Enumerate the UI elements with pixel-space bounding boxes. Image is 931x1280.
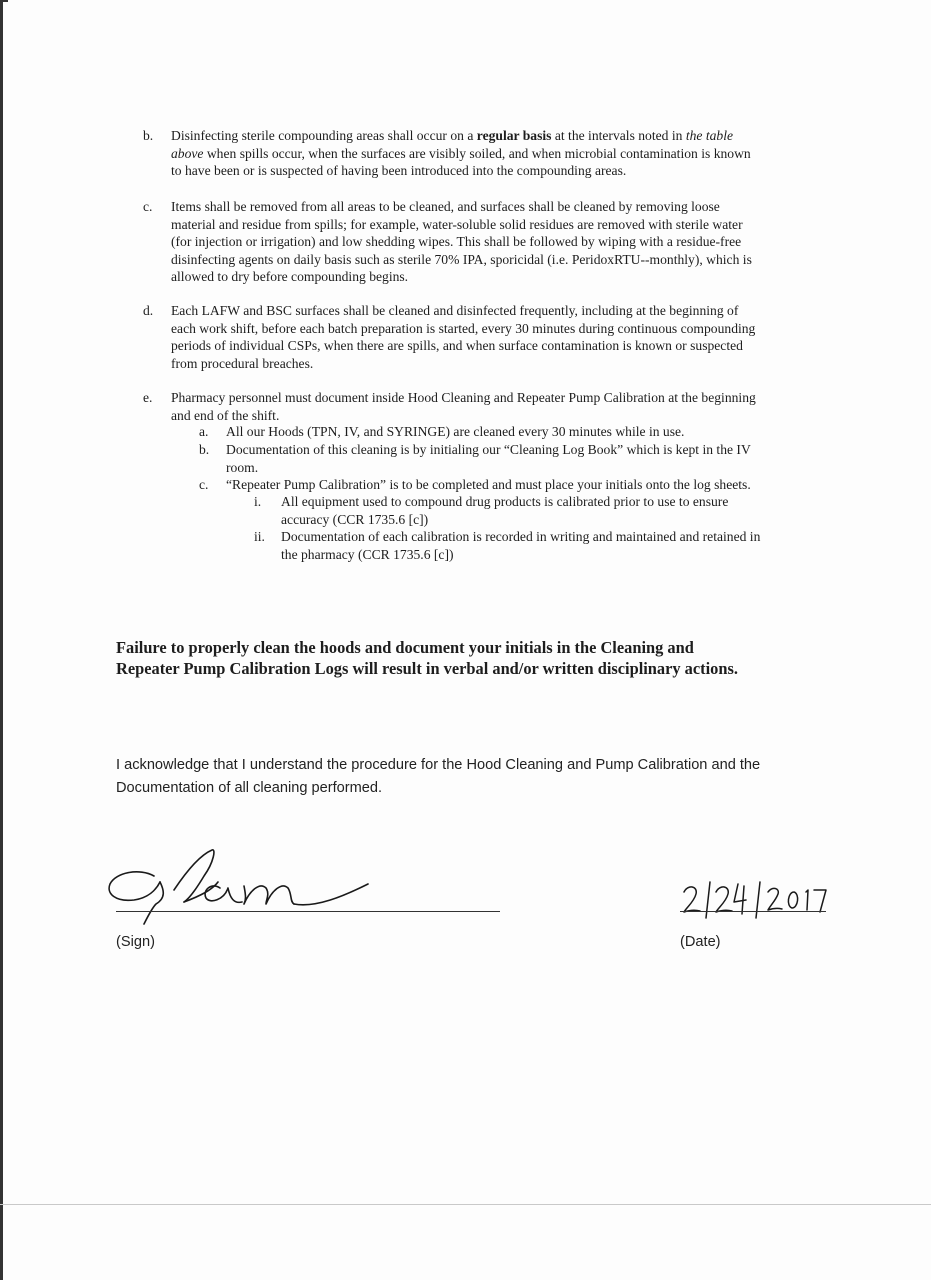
text-run: to have been or is suspected of having been introduced into the compounding areas. <box>171 163 627 178</box>
text-run: and end of the shift. <box>171 407 280 423</box>
acknowledgement-line: Documentation of all cleaning performed. <box>116 780 383 796</box>
text-line: the pharmacy (CCR 1735.6 [c]) <box>281 546 454 562</box>
italic-text: above <box>171 145 204 161</box>
bold-text: regular basis <box>476 128 552 143</box>
text-run: each work shift, before each batch preparation is started, every 30 minutes during continuous compounding <box>171 320 756 336</box>
warning-line: Failure to properly clean the hoods and document your initials in the Cleaning and <box>116 638 694 657</box>
list-item-text <box>171 198 752 286</box>
signature-line <box>116 911 500 912</box>
acknowledgement-statement <box>116 754 856 800</box>
scan-edge-tick <box>0 0 8 2</box>
text-line <box>171 127 751 145</box>
text-run: material and residue from spills; for example, water-soluble solid residues are removed with sterile water <box>171 216 743 232</box>
text-line <box>171 216 752 234</box>
text-line <box>171 268 752 286</box>
sublist-item-text <box>281 528 760 563</box>
text-line <box>171 198 752 216</box>
signature-image <box>104 842 384 926</box>
text-run: Each LAFW and BSC surfaces shall be cleaned and disinfected frequently, including at the beginning of <box>171 303 739 318</box>
text-line <box>171 302 755 320</box>
handwritten-date-image <box>680 880 830 920</box>
text-line: All equipment used to compound drug products is calibrated prior to use to ensure <box>281 494 729 509</box>
list-marker: d. <box>143 303 154 318</box>
text-line <box>171 407 756 425</box>
text-line: All our Hoods (TPN, IV, and SYRINGE) are cleaned every 30 minutes while in use. <box>226 424 685 439</box>
text-run: periods of individual CSPs, when there are spills, and when surface contamination is known or suspected <box>171 338 743 353</box>
text-run: from procedural breaches. <box>171 355 314 371</box>
text-line: accuracy (CCR 1735.6 [c]) <box>281 511 429 527</box>
sublist-marker: ii. <box>254 529 265 544</box>
sublist-item-text <box>226 423 684 441</box>
text-run: Disinfecting sterile compounding areas shall occur on a <box>171 128 477 143</box>
list-item-text <box>171 127 751 180</box>
text-line <box>171 337 755 355</box>
text-run: Pharmacy personnel must document inside Hood Cleaning and Repeater Pump Calibration at the beginning <box>171 390 756 405</box>
list-marker: e. <box>143 390 153 405</box>
text-line: room. <box>226 459 259 475</box>
sublist-marker: i. <box>254 494 262 509</box>
text-line <box>171 251 752 269</box>
text-line: Documentation of this cleaning is by initialing our “Cleaning Log Book” which is kept in the IV <box>226 442 751 457</box>
text-run: allowed to dry before compounding begins. <box>171 269 409 284</box>
text-line <box>171 145 751 163</box>
text-run: (for injection or irrigation) and low shedding wipes. This shall be followed by wiping with a residue-free <box>171 234 742 249</box>
text-run: when spills occur, when the surfaces are visibly soiled, and when microbial contamination is known <box>203 145 751 161</box>
scan-edge <box>0 0 3 1280</box>
warning-line: Repeater Pump Calibration Logs will result in verbal and/or written disciplinary actions. <box>116 659 738 678</box>
text-line: “Repeater Pump Calibration” is to be completed and must place your initials onto the log sheets. <box>226 477 751 492</box>
list-marker: c. <box>143 199 153 214</box>
sublist-item-text <box>226 476 751 494</box>
list-item-text <box>171 389 756 424</box>
list-item-text <box>171 302 755 372</box>
text-run: Items shall be removed from all areas to be cleaned, and surfaces shall be cleaned by removing loose <box>171 199 720 214</box>
list-marker: b. <box>143 128 154 143</box>
text-run: at the intervals noted in <box>551 128 686 143</box>
text-line <box>171 162 751 180</box>
text-line <box>171 320 755 338</box>
sublist-item-text <box>281 493 728 528</box>
text-line: Documentation of each calibration is recorded in writing and maintained and retained in <box>281 529 761 544</box>
scan-artifact-line <box>0 1204 931 1205</box>
sublist-marker: c. <box>199 477 209 492</box>
signature-caption: (Sign) <box>116 934 155 950</box>
italic-text: the table <box>685 128 734 143</box>
text-line <box>171 355 755 373</box>
disciplinary-warning <box>116 637 836 679</box>
acknowledgement-line: I acknowledge that I understand the procedure for the Hood Cleaning and Pump Calibration and the <box>116 757 761 773</box>
date-caption: (Date) <box>680 934 721 950</box>
sublist-marker: a. <box>199 424 209 439</box>
text-line <box>171 233 752 251</box>
sublist-item-text <box>226 441 751 476</box>
sublist-marker: b. <box>199 442 210 457</box>
date-line <box>680 911 826 912</box>
text-run: disinfecting agents on daily basis such as sterile 70% IPA, sporicidal (i.e. PeridoxRTU--monthly), which is <box>171 251 752 267</box>
text-line <box>171 389 756 407</box>
